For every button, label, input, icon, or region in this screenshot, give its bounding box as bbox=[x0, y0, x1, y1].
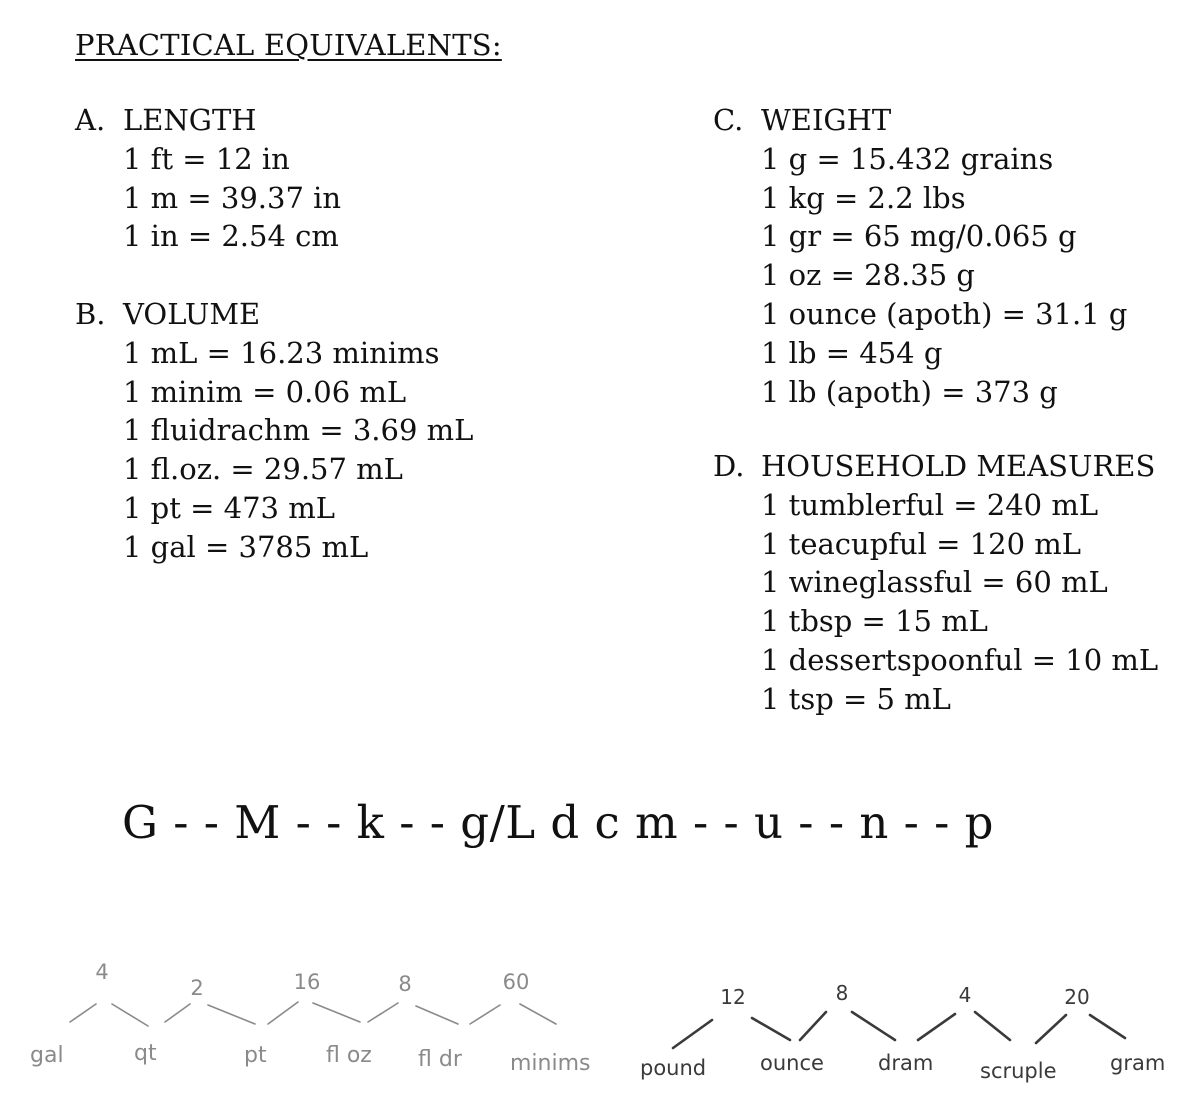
equivalent-line: 1 mL = 16.23 minims bbox=[123, 335, 440, 370]
chain-factor-label: 60 bbox=[502, 970, 530, 994]
chain-stroke bbox=[852, 1012, 895, 1040]
chain-unit-label: fl dr bbox=[418, 1047, 462, 1072]
chain-factor-label: 8 bbox=[398, 972, 412, 996]
equivalent-line: 1 tsp = 5 mL bbox=[761, 681, 951, 716]
equivalent-line: 1 pt = 473 mL bbox=[123, 490, 335, 525]
chain-stroke bbox=[368, 1003, 398, 1022]
chain-unit-label: fl oz bbox=[326, 1043, 372, 1068]
section-title: HOUSEHOLD MEASURES bbox=[761, 449, 1156, 483]
chain-stroke bbox=[165, 1004, 190, 1022]
chain-stroke bbox=[112, 1004, 148, 1026]
equivalent-line: 1 fluidrachm = 3.69 mL bbox=[123, 413, 474, 448]
equivalent-line: 1 oz = 28.35 g bbox=[761, 258, 975, 293]
chain-factor-label: 16 bbox=[293, 970, 321, 994]
chain-stroke bbox=[416, 1006, 458, 1024]
chain-stroke bbox=[470, 1005, 500, 1024]
chain-stroke bbox=[975, 1012, 1010, 1040]
equivalent-line: 1 wineglassful = 60 mL bbox=[761, 565, 1108, 600]
equivalent-line: 1 m = 39.37 in bbox=[123, 180, 342, 215]
chain-stroke bbox=[800, 1012, 826, 1040]
chain-unit-label: dram bbox=[878, 1051, 934, 1075]
section-letter: A. bbox=[75, 103, 106, 137]
chain-stroke bbox=[268, 1002, 298, 1024]
chain-stroke bbox=[313, 1003, 360, 1022]
metric-prefix-scale: G - - M - - k - - g/L d c m - - u - - n - - p bbox=[122, 796, 994, 849]
equivalent-line: 1 lb = 454 g bbox=[761, 335, 943, 370]
chain-unit-label: pound bbox=[640, 1056, 707, 1080]
chain-stroke bbox=[520, 1004, 556, 1024]
volume-conversion-chain bbox=[30, 960, 591, 1076]
equivalent-line: 1 fl.oz. = 29.57 mL bbox=[123, 452, 403, 487]
page-title: PRACTICAL EQUIVALENTS: bbox=[75, 28, 502, 62]
section-letter: D. bbox=[713, 449, 745, 483]
equivalent-line: 1 gr = 65 mg/0.065 g bbox=[761, 219, 1077, 254]
equivalent-line: 1 tumblerful = 240 mL bbox=[761, 487, 1099, 522]
equivalent-line: 1 gal = 3785 mL bbox=[123, 529, 369, 564]
chain-stroke bbox=[208, 1005, 255, 1024]
equivalent-line: 1 ounce (apoth) = 31.1 g bbox=[761, 296, 1128, 331]
section-letter: C. bbox=[713, 103, 744, 137]
chain-factor-label: 4 bbox=[95, 960, 109, 984]
chain-unit-label: gram bbox=[1110, 1051, 1166, 1075]
equivalent-line: 1 g = 15.432 grains bbox=[761, 141, 1054, 176]
equivalent-line: 1 tbsp = 15 mL bbox=[761, 604, 988, 639]
chain-stroke bbox=[752, 1018, 790, 1040]
section-title: VOLUME bbox=[123, 297, 261, 331]
equivalent-line: 1 in = 2.54 cm bbox=[123, 219, 339, 254]
weight-conversion-chain bbox=[640, 981, 1165, 1083]
section-letter: B. bbox=[75, 297, 106, 331]
chain-unit-label: minims bbox=[510, 1051, 591, 1076]
section-title: LENGTH bbox=[123, 103, 257, 137]
chain-factor-label: 12 bbox=[720, 985, 746, 1009]
equivalent-line: 1 lb (apoth) = 373 g bbox=[761, 374, 1058, 409]
chain-factor-label: 20 bbox=[1064, 985, 1090, 1009]
section-title: WEIGHT bbox=[761, 103, 892, 137]
equivalent-line: 1 dessertspoonful = 10 mL bbox=[761, 642, 1159, 677]
chain-stroke bbox=[1090, 1015, 1125, 1038]
chain-stroke bbox=[673, 1020, 712, 1048]
chain-unit-label: pt bbox=[244, 1043, 267, 1068]
equivalent-line: 1 teacupful = 120 mL bbox=[761, 526, 1082, 561]
chain-stroke bbox=[70, 1004, 96, 1022]
chain-factor-label: 8 bbox=[835, 981, 849, 1005]
equivalent-line: 1 ft = 12 in bbox=[123, 141, 290, 176]
chain-stroke bbox=[1036, 1015, 1066, 1043]
equivalent-line: 1 kg = 2.2 lbs bbox=[761, 180, 966, 215]
chain-unit-label: scruple bbox=[980, 1059, 1057, 1083]
chain-stroke bbox=[918, 1014, 955, 1040]
chain-unit-label: qt bbox=[134, 1041, 157, 1066]
chain-factor-label: 2 bbox=[190, 976, 204, 1000]
chain-factor-label: 4 bbox=[958, 983, 972, 1007]
chain-unit-label: ounce bbox=[760, 1051, 824, 1075]
chain-unit-label: gal bbox=[30, 1043, 64, 1068]
equivalent-line: 1 minim = 0.06 mL bbox=[123, 374, 407, 409]
